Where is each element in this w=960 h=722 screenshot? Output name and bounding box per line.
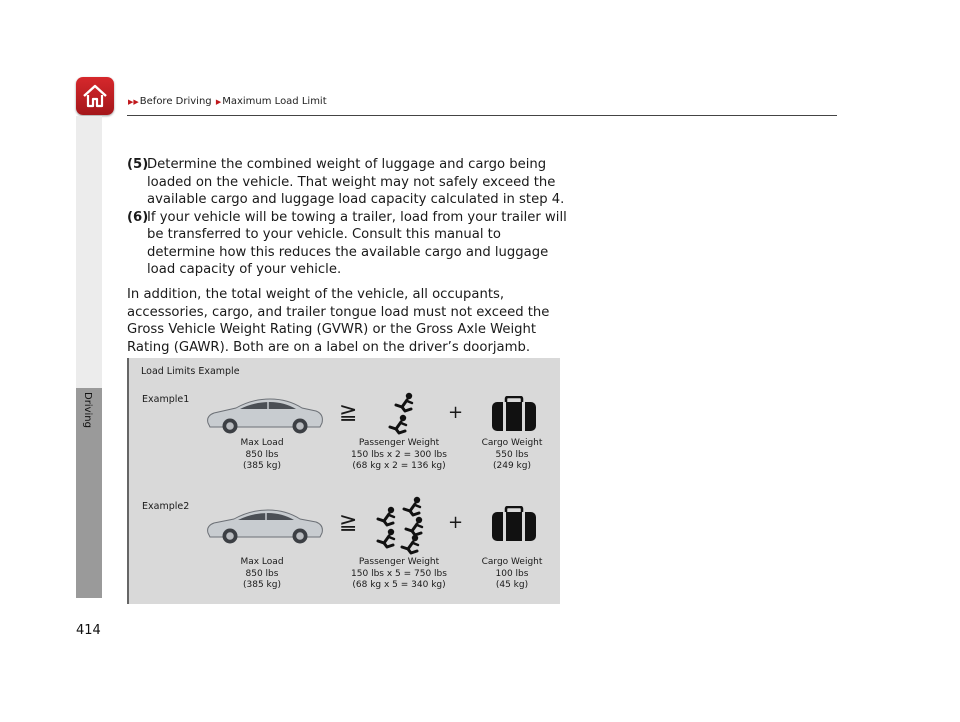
- suitcase-icon: [491, 506, 537, 542]
- greater-or-equal-symbol: ≧: [339, 400, 358, 425]
- body-paragraph: In addition, the total weight of the vehicle, all occupants, accessories, cargo, and trailer tongue load must not exceed the Gross Vehicle Weight Rating (GVWR) or the Gross Axle Weight Rating (GAWR). Both are on a label on the driver’s doorjamb.: [127, 287, 550, 355]
- max-load-caption: Max Load 850 lbs (385 kg): [240, 438, 284, 471]
- load-limits-diagram: [127, 358, 560, 604]
- seated-person-icon: [393, 392, 415, 416]
- greater-or-equal-symbol: ≧: [339, 510, 358, 535]
- triangle-right-icon: ▶: [215, 98, 222, 106]
- page-number: 414: [76, 623, 101, 638]
- suitcase-icon: [491, 396, 537, 432]
- cargo-weight-caption: Cargo Weight 100 lbs (45 kg): [481, 557, 543, 590]
- example-label: Example2: [142, 501, 190, 512]
- example-label: Example1: [142, 394, 190, 405]
- breadcrumb: [127, 96, 327, 107]
- step-number: (6): [127, 209, 149, 225]
- step-item: [127, 156, 567, 209]
- step-item: [127, 209, 567, 279]
- step-text: If your vehicle will be towing a trailer, load from your trailer will be transferred to your vehicle. Consult this manual to determine how this reduces the available cargo and luggage load capacity of your vehicle.: [147, 209, 567, 277]
- breadcrumb-item-before-driving[interactable]: Before Driving: [139, 96, 212, 107]
- passenger-weight-caption: Passenger Weight 150 lbs x 2 = 300 lbs (68 kg x 2 = 136 kg): [351, 438, 447, 471]
- sedan-icon: [204, 506, 326, 546]
- passenger-weight-caption: Passenger Weight 150 lbs x 5 = 750 lbs (68 kg x 5 = 340 kg): [351, 557, 447, 590]
- step-number: (5): [127, 157, 149, 172]
- sedan-icon: [204, 396, 326, 436]
- max-load-caption: Max Load 850 lbs (385 kg): [240, 557, 284, 590]
- header-divider: [127, 115, 837, 116]
- sidebar-label: Driving: [82, 392, 93, 428]
- seated-person-icon: [375, 506, 397, 530]
- cargo-weight-caption: Cargo Weight 550 lbs (249 kg): [481, 438, 543, 471]
- step-text: Determine the combined weight of luggage and cargo being loaded on the vehicle. That weight may not safely exceed the available cargo and luggage load capacity calculated in step 4.: [147, 157, 565, 207]
- sidebar-strip: [76, 116, 102, 388]
- seated-person-icon: [387, 414, 409, 438]
- seated-person-icon: [375, 528, 397, 552]
- plus-symbol: +: [448, 402, 464, 423]
- seated-person-icon: [399, 534, 421, 558]
- plus-symbol: +: [448, 512, 464, 533]
- steps-list: [127, 156, 567, 279]
- breadcrumb-item-maximum-load-limit[interactable]: Maximum Load Limit: [222, 96, 327, 107]
- diagram-title: Load Limits Example: [141, 366, 240, 377]
- home-icon: [81, 82, 109, 110]
- triangle-right-icon: ▶▶: [128, 98, 139, 106]
- home-button[interactable]: [76, 77, 114, 115]
